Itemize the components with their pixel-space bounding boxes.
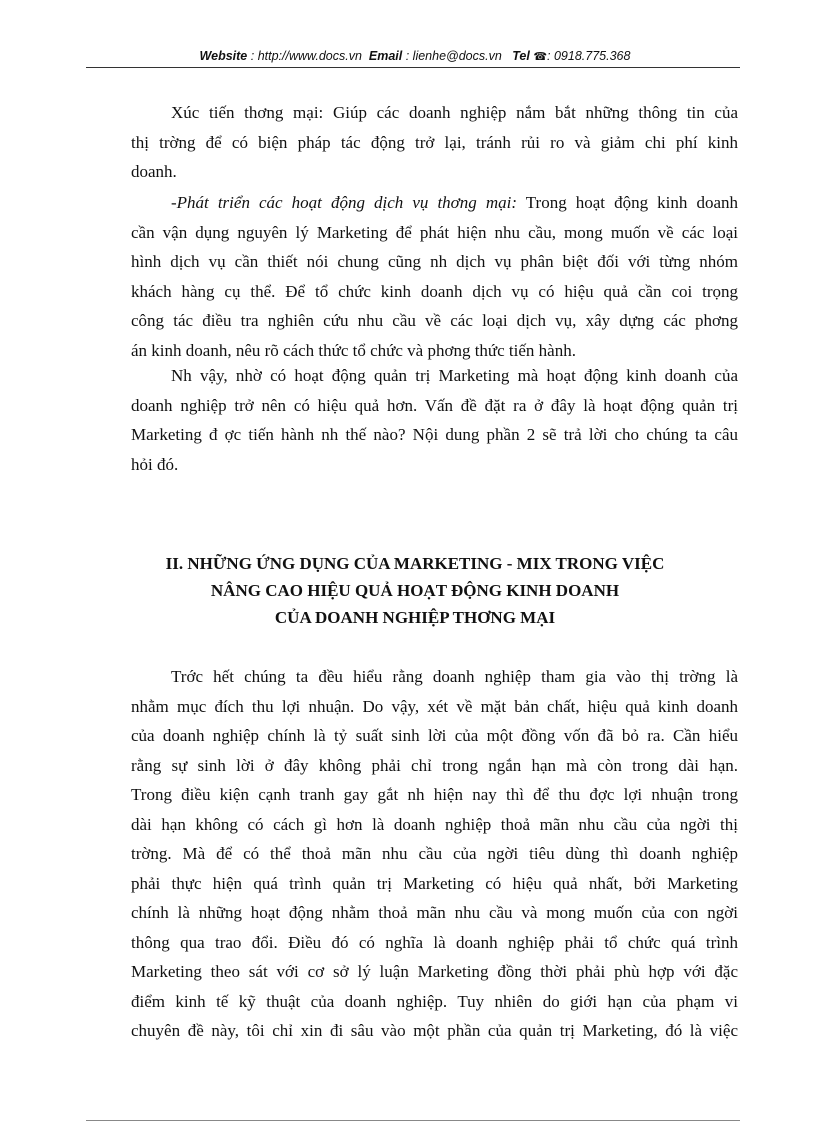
text-line: chuyên đề này, tôi chỉ xin đi sâu vào một phần của quản trị Marketing, đó là việc — [131, 1021, 738, 1040]
italic-lead: -Phát triển các hoạt động dịch vụ thơng mại: — [171, 193, 517, 212]
text-line: dài hạn không có cách gì hơn là doanh nghiệp thoả mãn nhu cầu của ngời thị — [131, 814, 738, 834]
text-line: Trớc hết chúng ta đều hiểu rằng doanh nghiệp tham gia vào thị trờng là — [171, 667, 738, 686]
tel-number: : 0918.775.368 — [547, 49, 631, 63]
text-line: khách hàng cụ thể. Để tổ chức kinh doanh dịch vụ có hiệu quả cần coi trọng — [131, 281, 738, 301]
text-line: công tác điều tra nghiên cứu nhu cầu về các loại dịch vụ, xây dựng các phơng — [131, 311, 738, 330]
section-heading — [90, 550, 740, 631]
text-line: doanh. — [131, 162, 177, 181]
text-line: cần vận dụng nguyên lý Marketing để phát hiện nhu cầu, mong muốn về các loại — [131, 222, 738, 242]
section-1-para-1 — [131, 98, 738, 187]
section-1-para-2 — [131, 188, 738, 365]
text-line: doanh nghiệp trở nên có hiệu quả hơn. Vấn đề đặt ra ở đây là hoạt động quản trị — [131, 395, 738, 415]
text-line: rằng sự sinh lời ở đây không phải chỉ trong ngắn hạn mà còn trong dài hạn. — [131, 755, 738, 775]
email-address[interactable]: : lienhe@docs.vn — [405, 49, 502, 63]
section-2-para-1 — [131, 662, 738, 1046]
text-line: Nh vậy, nhờ có hoạt động quản trị Marketing mà hoạt động kinh doanh của — [171, 366, 738, 385]
text-line: Xúc tiến thơng mại: Giúp các doanh nghiệp nắm bắt những thông tin của — [171, 103, 738, 122]
text-line: phải thực hiện quá trình quản trị Marketing có hiệu quả nhất, bởi Marketing — [131, 873, 738, 893]
tel-label: Tel — [512, 49, 530, 63]
text-line: điểm kinh tế kỹ thuật của doanh nghiệp. Tuy nhiên do giới hạn của phạm vi — [131, 991, 738, 1011]
page-header — [90, 48, 740, 65]
email-label: Email — [368, 49, 403, 63]
text-line: hỏi đó. — [131, 454, 179, 474]
text-line: hình dịch vụ cần thiết nói chung cũng nh dịch vụ phân biệt đối với từng nhóm — [131, 252, 738, 271]
heading-line-2: NÂNG CAO HIỆU QUẢ HOẠT ĐỘNG KINH DOANH — [210, 581, 620, 600]
text-line: thông qua trao đổi. Điều đó có nghĩa là doanh nghiệp phải tổ chức quá trình — [131, 932, 738, 952]
heading-line-1: II. NHỮNG ỨNG DỤNG CỦA MARKETING - MIX TRONG VIỆC — [165, 554, 665, 573]
text-line: Trong điều kiện cạnh tranh gay gắt nh hiện nay thì để thu đợc lợi nhuận trong — [131, 785, 738, 804]
text-line: -Phát triển các hoạt động dịch vụ thơng mại: Trong hoạt động kinh doanh — [171, 193, 738, 212]
footer-divider — [86, 1120, 740, 1121]
text-line: chính là những hoạt động nhằm thoả mãn nhu cầu và mong muốn của con ngời — [131, 903, 738, 922]
header-divider — [86, 67, 740, 68]
website-separator: : — [250, 49, 255, 63]
text-line: nhằm mục đích thu lợi nhuận. Do vậy, xét về mặt bản chất, hiệu quả kinh doanh — [131, 696, 738, 716]
text-line: của doanh nghiệp chính là tỷ suất sinh lời của một đồng vốn đã bỏ ra. Cần hiểu — [131, 726, 738, 745]
text-line: thị trờng để có biện pháp tác động trở lại, tránh rủi ro và giảm chi phí kinh — [131, 132, 738, 152]
text-line: trờng. Mà để có thể thoả mãn nhu cầu của ngời tiêu dùng thì doanh nghiệp — [131, 844, 738, 863]
text-line: án kinh doanh, nêu rõ cách thức tổ chức và phơng thức tiến hành. — [131, 340, 576, 360]
text-line: Marketing đ ợc tiến hành nh thế nào? Nội dung phần 2 sẽ trả lời cho chúng ta câu — [131, 425, 738, 444]
section-1-para-3 — [131, 361, 738, 479]
phone-icon: ☎ — [533, 51, 548, 63]
heading-line-3: CỦA DOANH NGHIỆP THƠNG MẠI — [274, 608, 556, 627]
text-line: Marketing theo sát với cơ sở lý luận Marketing đồng thời phải phù hợp với đặc — [131, 962, 738, 981]
website-label: Website — [199, 49, 248, 63]
website-url[interactable]: http://www.docs.vn — [257, 49, 362, 63]
